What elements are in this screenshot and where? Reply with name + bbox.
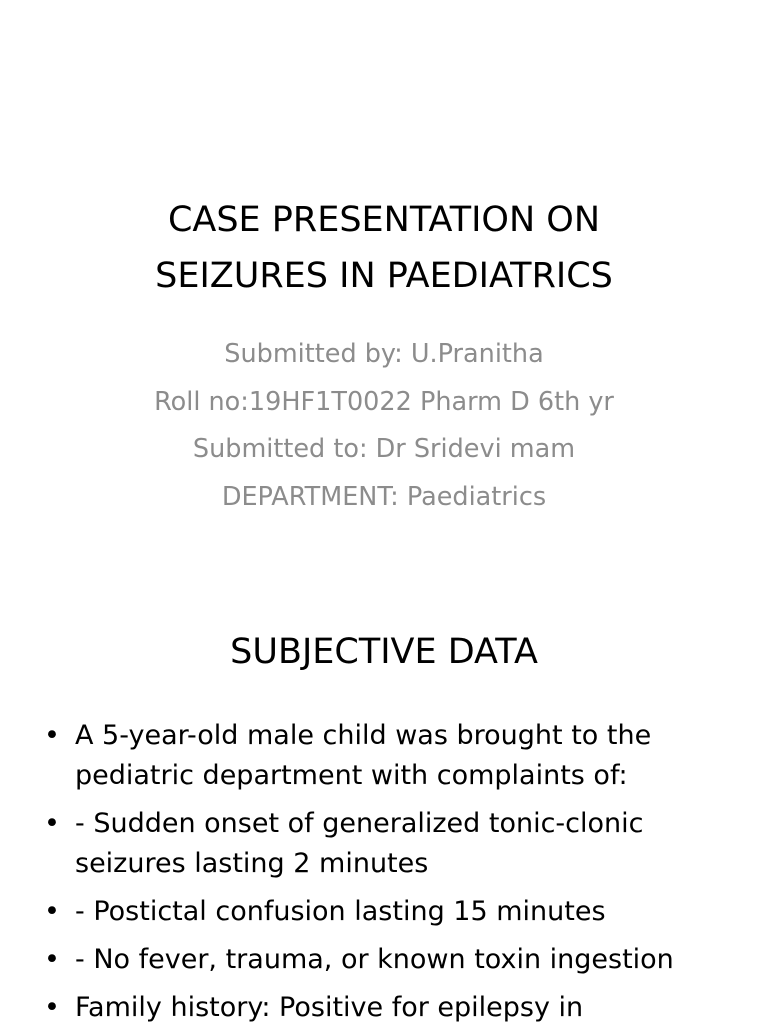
list-item-text: - Postictal confusion lasting 15 minutes <box>75 896 606 927</box>
list-item <box>0 988 768 1024</box>
submitted-to-line: Submitted to: Dr Sridevi mam <box>192 434 576 464</box>
slide-subtitle <box>0 331 768 521</box>
list-item-text: A 5-year-old male child was brought to the pediatric department with complaints of: <box>75 720 652 791</box>
section-heading: SUBJECTIVE DATA <box>230 632 538 672</box>
department-line: DEPARTMENT: Paediatrics <box>221 481 547 512</box>
bullet-icon: • <box>44 992 60 1023</box>
bullet-list <box>0 716 768 1024</box>
slide-title <box>0 192 768 304</box>
slide-title-line-2: SEIZURES IN PAEDIATRICS <box>155 256 613 296</box>
list-item <box>0 804 768 884</box>
list-item-text: Family history: Positive for epilepsy in <box>75 992 584 1023</box>
bullet-icon: • <box>44 896 60 927</box>
list-item-text: - Sudden onset of generalized tonic-clonic seizures lasting 2 minutes <box>75 808 644 879</box>
list-item <box>0 716 768 796</box>
list-item-text: - No fever, trauma, or known toxin ingestion <box>75 944 674 975</box>
list-item <box>0 892 768 932</box>
bullet-icon: • <box>44 720 60 751</box>
slide-title-line-1: CASE PRESENTATION ON <box>167 200 601 240</box>
bullet-icon: • <box>44 944 60 975</box>
submitted-by-line: Submitted by: U.Pranitha <box>224 339 544 369</box>
list-item <box>0 940 768 980</box>
roll-number-line: Roll no:19HF1T0022 Pharm D 6th yr <box>154 386 614 417</box>
bullet-icon: • <box>44 808 60 839</box>
